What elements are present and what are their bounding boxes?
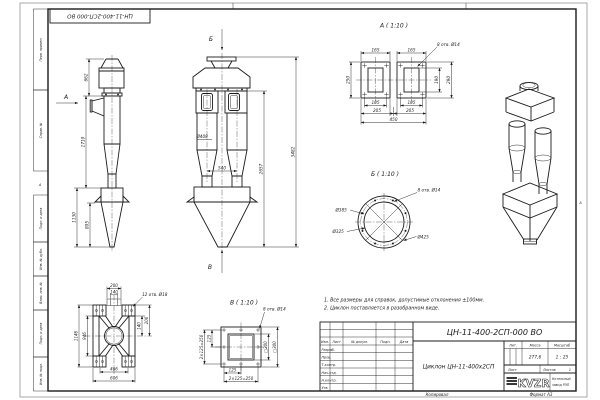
dim-125b: 125 <box>228 367 237 373</box>
view-arrow-v-label: В <box>207 264 212 271</box>
dim-d425: Ø425 <box>417 234 429 240</box>
view-arrow-a-label: А <box>64 94 69 101</box>
view-b <box>332 171 441 251</box>
dim-290: 290 <box>446 76 452 84</box>
col-izm: Изм. <box>321 340 329 345</box>
dim-1130: 1130 <box>71 212 77 223</box>
margin-label: Подп. и дата <box>38 207 43 230</box>
dim-3482: 3482 <box>290 146 296 158</box>
view-v-title: В ( 1:10 ) <box>230 299 258 307</box>
sheet-footer <box>426 392 553 397</box>
dim-105l: 105 <box>371 100 380 106</box>
dim-662: 662 <box>83 73 89 82</box>
holes-label-a: 8 отв. Ø14 <box>437 41 460 47</box>
dim-205r: 205 <box>406 108 414 114</box>
zone-letter-left: А <box>38 183 42 187</box>
sheets-label: Листов <box>543 367 556 372</box>
zone-letter-right: А <box>579 201 582 205</box>
dim-140r: 140 <box>136 322 142 330</box>
col-list: Лист <box>332 340 341 345</box>
logo-text: KVZR <box>517 378 550 390</box>
footer-copied: Копировал <box>425 392 449 397</box>
lit-label: Лит. <box>509 343 517 348</box>
title-block <box>320 322 576 391</box>
dim-d325: Ø325 <box>332 229 344 234</box>
stamp-doc-number: ЦН-11-400-2СП-000 ВО <box>67 12 133 19</box>
margin-label: Перв. примен. <box>38 37 43 62</box>
dim-540: 540 <box>218 165 226 171</box>
role-razrab: Разраб. <box>321 347 335 352</box>
view-b-title: Б ( 1:10 ) <box>371 171 399 178</box>
margin-label: Инв. № дубл. <box>38 248 43 270</box>
footer-format: Формат А3 <box>529 392 553 397</box>
dim-946: 946 <box>82 332 88 340</box>
dim-200r: 200 <box>144 316 150 325</box>
dim-d408: Ø408 <box>196 134 208 139</box>
margin-label: Подп. и дата <box>38 322 43 345</box>
company-logo <box>507 377 571 390</box>
role-nkontr: Н.контр. <box>321 378 337 383</box>
dim-140t: 140 <box>110 289 118 295</box>
view-plan <box>74 283 168 382</box>
top-stamp <box>50 9 150 23</box>
dim-165r: 165 <box>407 47 416 53</box>
dim-250: 250 <box>345 76 351 84</box>
dim-406: 406 <box>110 366 118 372</box>
dim-250b: 2×125=250 <box>228 376 254 382</box>
dim-s300: □300 <box>272 341 278 353</box>
notes <box>324 298 484 312</box>
view-a-title: А ( 1:10 ) <box>380 22 408 30</box>
dim-s200: □200 <box>263 341 269 353</box>
sheets-value: 1 <box>568 367 572 372</box>
dim-450: 450 <box>389 117 398 123</box>
margin-label: Взам. инв. № <box>38 282 43 304</box>
view-front <box>187 29 299 273</box>
dim-125l: 125 <box>206 334 212 343</box>
scale-label: Масштаб <box>553 343 571 348</box>
col-doc: № докум. <box>351 340 368 345</box>
dim-200t: 200 <box>110 283 118 289</box>
sheet-label: Лист <box>508 367 517 372</box>
doc-number: ЦН-11-400-2СП-000 ВО <box>446 328 543 337</box>
col-podp: Подп. <box>380 340 391 345</box>
logo-emblem-icon <box>507 378 518 384</box>
dim-606: 606 <box>110 375 118 381</box>
dim-1146: 1146 <box>73 330 79 342</box>
role-prov: Пров. <box>321 355 332 360</box>
margin-label: Инв. № подл. <box>38 363 43 385</box>
company-line-2: завод РЭП <box>552 382 570 387</box>
view-a <box>346 23 460 125</box>
margin-label: Справ. № <box>38 122 43 139</box>
col-data: Дата <box>399 340 409 345</box>
product-name: Циклон ЦН-11-400х2СП <box>422 364 495 371</box>
dim-165l: 165 <box>371 47 380 53</box>
mass-value: 277,6 <box>528 355 542 361</box>
dim-d385: Ø385 <box>335 207 347 213</box>
role-utv: Утв. <box>321 386 329 391</box>
view-v <box>199 300 286 383</box>
holes-label-plan: 12 отв. Ø18 <box>142 291 168 297</box>
role-tkontr: Т.контр. <box>321 363 337 368</box>
note-line-1: 1. Все размеры для справок, допустимые отклонения ±100мм. <box>324 298 485 304</box>
view-isometric <box>503 82 557 244</box>
dim-250l: 2×125=250 <box>199 334 205 360</box>
dim-805: 805 <box>84 221 90 229</box>
margin-column <box>34 9 49 391</box>
dim-105r: 105 <box>407 100 416 106</box>
dim-190: 190 <box>434 76 440 84</box>
dim-205l: 205 <box>373 108 381 114</box>
role-nachotd: Нач.отд. <box>321 370 337 375</box>
company-line-1: Котельный <box>552 376 571 381</box>
holes-label-v: 8 отв. Ø14 <box>263 306 286 312</box>
holes-label-b: 8 отв. Ø14 <box>417 187 441 193</box>
note-line-2: 2. Циклон поставляется в разобранном виде. <box>324 306 440 312</box>
mass-label: Масса <box>529 343 541 348</box>
dim-1710: 1710 <box>80 136 86 148</box>
view-arrow-b-label: Б <box>208 36 213 43</box>
view-side <box>56 55 129 252</box>
scale-value: 1 : 25 <box>555 355 569 361</box>
dim-2657: 2657 <box>258 163 264 175</box>
